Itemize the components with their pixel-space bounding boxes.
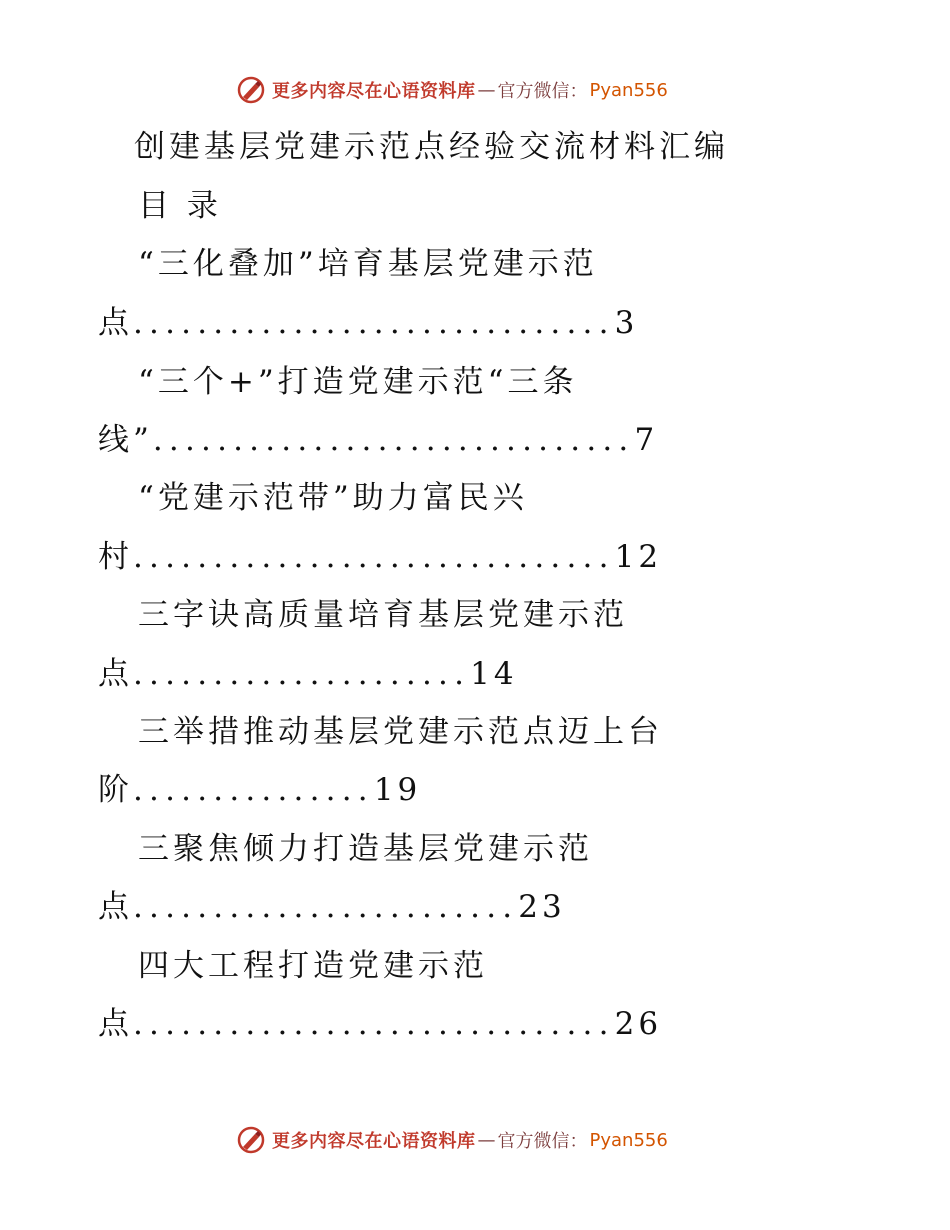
toc-page-number: 12 (614, 539, 663, 575)
toc-leader-dots: .............................. (133, 305, 615, 341)
banner-separator: — (477, 1129, 496, 1151)
toc-page-number: 19 (373, 772, 422, 808)
banner-separator: — (477, 79, 496, 101)
document-title: 创建基层党建示范点经验交流材料汇编 (134, 129, 729, 165)
toc-entry-lead: 线” (98, 422, 153, 458)
toc-entry-lead: 点 (98, 1006, 133, 1042)
toc-leader-dots: .............................. (133, 539, 615, 575)
footer-banner (236, 1125, 668, 1155)
toc-leader-dots: ............... (133, 772, 374, 808)
toc-entry-lead: 村 (98, 539, 133, 575)
toc-entry-lead: 点 (98, 889, 133, 925)
toc-entry-title: 三举措推动基层党建示范点迈上台 (138, 714, 663, 750)
toc-leader-dots: .............................. (152, 422, 635, 458)
toc-heading: 目 录 (138, 188, 222, 224)
toc-entry-page-line (98, 537, 662, 577)
banner-wechat-id: Pyan556 (589, 79, 668, 101)
toc-leader-dots: ........................ (133, 889, 519, 925)
banner-main-text: 更多内容尽在心语资料库 (272, 1131, 476, 1152)
toc-entry-page-line (98, 420, 658, 460)
toc-entry-title: 四大工程打造党建示范 (138, 948, 488, 984)
toc-entry-lead: 点 (98, 305, 133, 341)
toc-entry-page-line (98, 654, 518, 694)
toc-page-number: 7 (634, 422, 659, 458)
toc-leader-dots: .............................. (133, 1006, 615, 1042)
toc-page-number: 26 (614, 1006, 663, 1042)
toc-page-number: 14 (470, 656, 518, 692)
toc-entry-title: 三字诀高质量培育基层党建示范 (138, 597, 628, 633)
toc-entry-title: “三个+”打造党建示范“三条 (138, 364, 578, 400)
toc-leader-dots: ..................... (133, 656, 471, 692)
pen-nib-logo-icon (236, 1125, 266, 1155)
toc-entry-lead: 点 (98, 656, 133, 692)
banner-sub-text: 官方微信： (497, 81, 588, 102)
toc-entry-page-line (98, 887, 566, 927)
toc-entry-page-line (98, 303, 638, 343)
toc-page-number: 3 (614, 305, 639, 341)
toc-entry-title: “党建示范带”助力富民兴 (138, 480, 528, 516)
pen-nib-logo-icon (236, 75, 266, 105)
toc-entry-lead: 阶 (98, 772, 133, 808)
toc-entry-title: 三聚焦倾力打造基层党建示范 (138, 831, 593, 867)
toc-entry-title: “三化叠加”培育基层党建示范 (138, 246, 598, 282)
banner-main-text: 更多内容尽在心语资料库 (272, 81, 476, 102)
toc-entry-page-line (98, 1004, 662, 1044)
toc-entry-page-line (98, 770, 421, 810)
banner-sub-text: 官方微信： (497, 1131, 588, 1152)
toc-page-number: 23 (518, 889, 566, 925)
banner-wechat-id: Pyan556 (589, 1129, 668, 1151)
header-banner (236, 75, 668, 105)
